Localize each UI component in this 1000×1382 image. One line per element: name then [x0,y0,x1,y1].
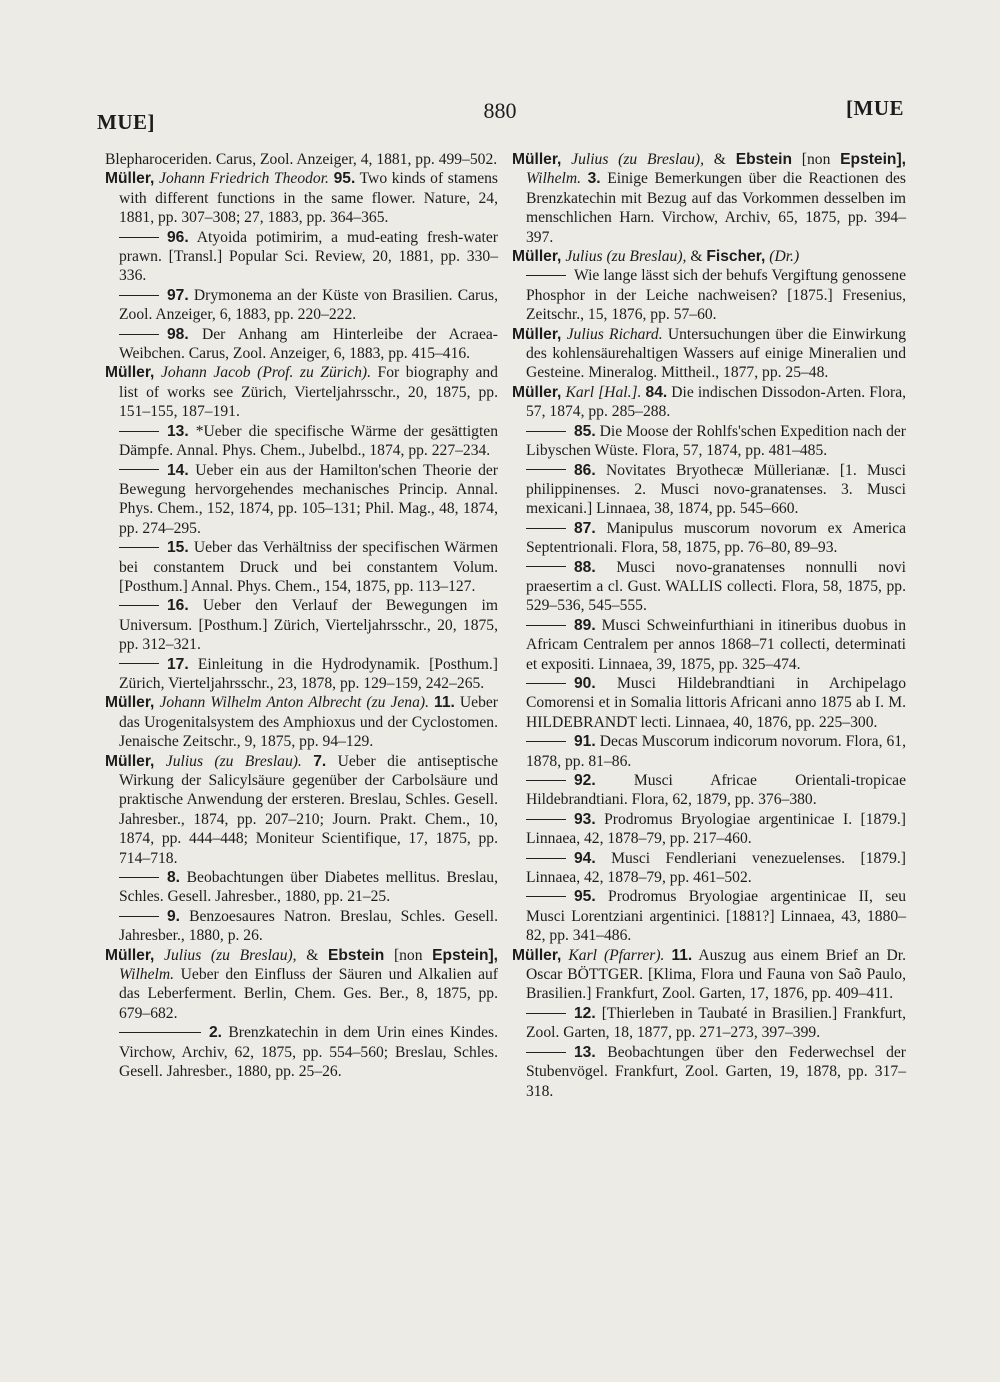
entry-text: Prodromus Bryologiae argentinicae I. [1879.] Linnaea, 42, 1878–79, pp. 217–460. [526,810,906,848]
bibliography-entry [512,325,906,383]
bibliography-entry [105,422,498,461]
author-surname: Müller, [512,383,562,401]
bracket-text: [non [801,151,831,168]
ditto-rule [526,683,566,684]
entry-text: For biography and list of works see Zürich, Vierteljahrsschr., 20, 1875, pp. 151–155, 187–191. [119,364,498,421]
entry-text: Manipulus muscorum novorum ex America Septentrionali. Flora, 58, 1875, pp. 76–80, 89–93. [526,519,906,557]
coauthor-forename: Wilhelm. [526,170,582,188]
entry-text: Musci novo-granatenses nonnulli novi praesertim a cl. Gust. WALLIS collecti. Flora, 58, 1875, pp. 529–536, 545–555. [526,558,906,615]
bibliography-entry [105,286,498,325]
author-forename: Johann Jacob (Prof. zu Zürich). [160,364,371,382]
bibliography-entry [105,868,498,907]
entry-text: Musci Africae Orientali-tropicae Hildebrandtiani. Flora, 62, 1879, pp. 376–380. [526,772,906,809]
entry-text: Untersuchungen über die Einwirkung des kohlensäurehaltigen Wassers auf einige Mineralien und Gesteine. Mineralog. Mittheil., 1877, pp. 25–48. [526,325,906,382]
left-column [105,150,498,1082]
entry-text: Musci Fendleriani venezuelenses. [1879.] Linnaea, 42, 1878–79, pp. 461–502. [526,849,906,887]
entry-number: 9. [167,907,181,925]
bibliography-entry [105,1023,498,1081]
entry-text: Die Moose der Rohlfs'schen Expedition nach der Libyschen Wüste. Flora, 57, 1874, pp. 481–485. [526,422,906,460]
ditto-rule [526,1052,566,1053]
entry-number: 97. [167,286,189,304]
ditto-rule [526,566,566,567]
bibliography-entry [512,461,906,519]
ampersand: & [713,151,726,168]
ditto-rule [526,858,566,859]
ditto-rule [119,295,159,296]
entry-text: Two kinds of stamens with different functions in the same flower. Nature, 24, 1881, pp. 307–308; 27, 1883, pp. 364–365. [119,170,498,227]
author-surname: Müller, [512,248,562,266]
entry-number: 96. [167,228,189,246]
coauthor-alt-surname: Epstein], [840,151,906,168]
entry-text: Decas Muscorum indicorum novorum. Flora, 61, 1878, pp. 81–86. [526,733,906,770]
entry-number: 13. [167,422,189,440]
entry-text: Beobachtungen über den Federwechsel der Stubenvögel. Frankfurt, Zool. Garten, 19, 1878, pp. 317–318. [526,1043,907,1100]
bibliography-entry [512,946,906,1004]
ditto-rule [526,896,566,897]
entry-number: 2. [209,1024,223,1042]
bibliography-entry [105,752,498,868]
ditto-rule [119,1032,201,1033]
ditto-rule [526,780,566,781]
ditto-rule [526,275,566,276]
bibliography-entry [105,363,498,421]
bibliography-entry [105,655,498,694]
bibliography-entry [105,169,498,227]
ditto-rule [119,334,159,335]
entry-text: Ueber den Verlauf der Bewegungen im Universum. [Posthum.] Zürich, Vierteljahrsschr., 20, 1875, pp. 312–321. [119,597,498,654]
header-right: [MUE [846,96,904,120]
entry-text: Auszug aus einem Brief an Dr. Oscar BÖTTGER. [Klima, Flora und Fauna von Saõ Paulo, Brasilien.] Frankfurt, Zool. Garten, 17, 1876, pp. 409–411. [526,946,907,1003]
ditto-rule [526,741,566,742]
bibliography-entry [512,674,906,732]
bibliography-entry [512,771,906,810]
author-forename: Julius (zu Breslau), [571,151,705,168]
entry-text: Einige Bemerkungen über die Reactionen des Brenzkatechin mit Bezug auf das Vorkommen desselben im menschlichen Harn. Virchow, Archiv, 65, 1875, pp. 394–397. [526,170,907,246]
entry-number: 90. [574,674,596,692]
ditto-rule [119,877,159,878]
entry-number: 3. [587,170,601,188]
entry-number: 84. [645,383,668,401]
header-left: MUE] [97,110,155,134]
entry-text: Ueber das Verhältniss der specifischen Wärmen bei constantem Druck und bei constantem Volum. [Posthum.] Annal. Phys. Chem., 154, 1875, pp. 113–127. [119,539,498,595]
bibliography-entry [105,325,498,364]
bibliography-entry [512,422,906,461]
bibliography-entry [105,150,498,169]
ditto-rule [119,663,159,664]
entry-number: 16. [167,597,189,615]
entry-number: 13. [574,1043,596,1061]
author-surname: Müller, [512,151,562,168]
entry-text: Prodromus Bryologiae argentinicae II, seu Musci Lorentziani argentinici. [1881?] Linnaea, 43, 1880–82, pp. 341–486. [526,888,906,945]
entry-number: 7. [313,752,327,770]
entry-number: 8. [167,869,181,887]
coauthor-forename: (Dr.) [769,248,800,266]
ditto-rule [119,431,159,432]
bibliography-entry [512,519,906,558]
entry-text: Die indischen Dissodon-Arten. Flora, 57, 1874, pp. 285–288. [526,383,907,421]
bibliography-entry [105,693,498,751]
ditto-rule [119,605,159,606]
author-surname: Müller, [105,752,155,770]
entry-text: Wie lange lässt sich der behufs Vergiftung genossene Phosphor in der Leiche nachweisen? [1875.] Fresenius, Zeitschr., 15, 1876, pp. 57–60. [526,267,906,324]
entry-number: 93. [574,810,596,828]
entry-number: 15. [167,539,189,557]
author-surname: Müller, [105,170,155,188]
bracket-text: [non [393,946,423,964]
entry-number: 86. [574,461,596,479]
bibliography-entry [512,887,906,945]
entry-number: 14. [167,461,189,479]
right-column [512,150,906,1101]
running-header [0,96,1000,136]
ditto-rule [526,469,566,470]
entry-text: Atyoida potimirim, a mud-eating fresh-water prawn. [Transl.] Popular Sci. Review, 20, 1881, pp. 330–336. [119,228,498,285]
entry-text: Ueber das Urogenitalsystem des Amphioxus und der Cyclostomen. Jenaische Zeitschr., 9, 1875, pp. 94–129. [119,694,498,751]
entry-number: 94. [574,849,596,867]
bibliography-entry [512,1004,906,1043]
entry-number: 89. [574,616,596,634]
author-surname: Müller, [512,325,562,343]
entry-text: Beobachtungen über Diabetes mellitus. Breslau, Schles. Gesell. Jahresber., 1880, pp. 21–25. [119,869,498,906]
author-forename: Karl [Hal.]. [565,383,642,401]
entry-number: 87. [574,519,596,537]
bibliography-entry [512,558,906,616]
author-forename: Johann Wilhelm Anton Albrecht (zu Jena). [159,694,429,712]
ampersand: & [306,946,319,964]
author-forename: Johann Friedrich Theodor. [159,170,329,188]
entry-text: Der Anhang am Hinterleibe der Acraea-Weibchen. Carus, Zool. Anzeiger, 6, 1883, pp. 415–416. [119,325,498,363]
coauthor-surname: Fischer, [706,248,766,266]
entry-text: Ueber den Einfluss der Säuren und Alkalien auf das Leberferment. Berlin, Chem. Ges. Ber., 8, 1875, pp. 679–682. [119,966,498,1022]
entry-text: [Thierleben in Taubaté in Brasilien.] Frankfurt, Zool. Garten, 18, 1877, pp. 271–273, 397–399. [526,1004,906,1042]
ditto-rule [119,469,159,470]
ditto-rule [526,625,566,626]
author-forename: Julius (zu Breslau), [565,248,687,266]
author-surname: Müller, [105,946,155,964]
entry-number: 95. [333,170,356,188]
author-surname: Müller, [512,946,562,964]
bibliography-entry [512,810,906,849]
author-forename: Karl (Pfarrer). [568,946,665,964]
bibliography-entry [512,849,906,888]
entry-number: 17. [167,655,189,673]
bibliography-entry [512,150,906,247]
entry-text: Ueber die antiseptische Wirkung der Salicylsäure gegenüber der Carbolsäure und praktische Anwendung der ersteren. Breslau, Schles. Gesell. Jahresber., 1874, pp. 207–210; Journ. Prakt. Chem., 10, 1874, pp. 444–448; Moniteur Scientifique, 17, 1875, pp. 714–718. [119,752,499,867]
page-number: 880 [483,98,517,123]
coauthor-forename: Wilhelm. [119,966,175,984]
entry-number: 12. [574,1004,596,1022]
entry-text: Benzoesaures Natron. Breslau, Schles. Gesell. Jahresber., 1880, p. 26. [119,907,499,945]
entry-text: Ueber ein aus der Hamilton'schen Theorie der Bewegung hervorgehendes mechanisches Princip. Annal. Phys. Chem., 152, 1874, pp. 105–131; Phil. Mag., 48, 1874, pp. 274–295. [119,461,498,537]
author-forename: Julius (zu Breslau), [164,946,297,964]
coauthor-surname: Ebstein [735,151,793,168]
bibliography-entry [105,596,498,654]
ditto-rule [526,431,566,432]
bibliography-entry [105,228,498,286]
entry-text: Einleitung in die Hydrodynamik. [Posthum.] Zürich, Vierteljahrsschr., 23, 1878, pp. 129–159, 242–265. [119,655,498,692]
ampersand: & [690,248,703,266]
bibliography-entry [512,1043,906,1101]
bibliography-entry [512,247,906,325]
bibliography-entry [105,907,498,946]
entry-text: Novitates Bryothecæ Müllerianæ. [1. Musci philippinenses. 2. Musci novo-granatenses. 3. Musci mexicani.] Linnaea, 38, 1874, pp. 545–660. [526,461,906,518]
coauthor-alt-surname: Epstein], [432,946,499,964]
bibliography-entry [512,383,906,422]
author-forename: Julius Richard. [566,325,663,343]
entry-number: 92. [574,772,596,789]
entry-text: Musci Schweinfurthiani in itineribus duobus in Africam Centralem per annos 1868–71 collecti, determinati et expositi. Linnaea, 39, 1875, pp. 325–474. [526,616,906,673]
entry-text: Blepharoceriden. Carus, Zool. Anzeiger, 4, 1881, pp. 499–502. [105,151,498,168]
entry-text: Musci Hildebrandtiani in Archipelago Comorensi et in Somalia littoris Africani anno 1875 ab I. M. HILDEBRANDT lecti. Linnaea, 40, 1876, pp. 225–300. [526,674,906,731]
author-forename: Julius (zu Breslau). [165,752,302,770]
author-surname: Müller, [105,694,155,712]
entry-text: Brenzkatechin in dem Urin eines Kindes. Virchow, Archiv, 62, 1875, pp. 554–560; Breslau, Schles. Gesell. Jahresber., 1880, pp. 25–26. [119,1024,498,1081]
ditto-rule [119,547,159,548]
bibliography-entry [105,538,498,596]
entry-number: 95. [574,888,596,906]
bibliography-entry [512,732,906,771]
coauthor-surname: Ebstein [327,946,385,964]
author-surname: Müller, [105,364,155,382]
entry-number: 88. [574,558,596,576]
entry-number: 85. [574,422,596,440]
bibliography-entry [105,461,498,539]
entry-text: *Ueber die specifische Wärme der gesättigten Dämpfe. Annal. Phys. Chem., Jubelbd., 1874, pp. 227–234. [119,422,498,460]
bibliography-entry [512,616,906,674]
entry-number: 91. [574,733,596,751]
ditto-rule [526,1013,566,1014]
ditto-rule [119,916,159,917]
ditto-rule [526,528,566,529]
bibliography-entry [105,946,498,1024]
entry-number: 11. [671,946,693,964]
ditto-rule [119,237,159,238]
entry-text: Drymonema an der Küste von Brasilien. Carus, Zool. Anzeiger, 6, 1883, pp. 220–222. [119,286,498,324]
ditto-rule [526,819,566,820]
entry-number: 98. [167,325,189,343]
entry-number: 11. [434,694,455,712]
